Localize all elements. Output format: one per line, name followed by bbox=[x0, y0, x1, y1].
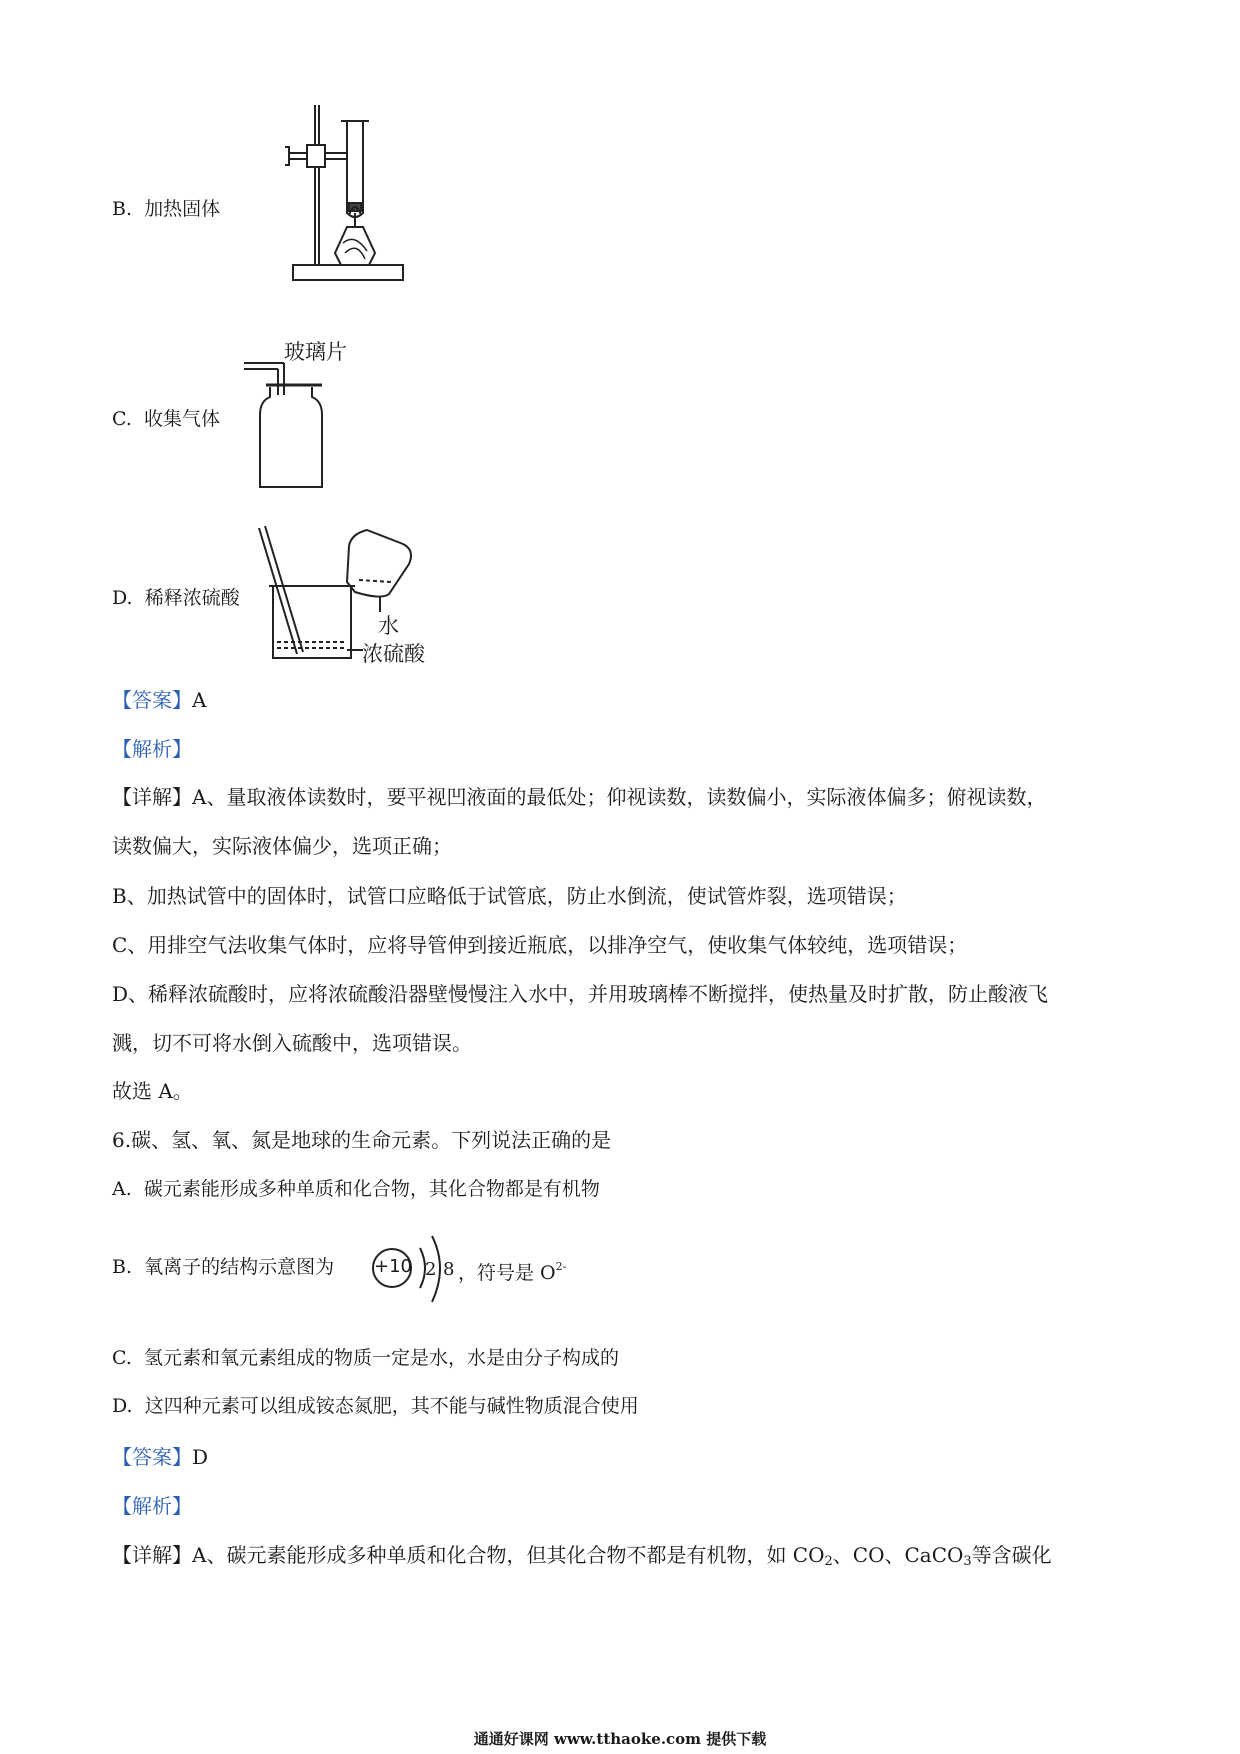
q6-detail-a bbox=[112, 1541, 1052, 1576]
detail-tag: 【详解】 bbox=[112, 1543, 192, 1567]
ion-charge-superscript: 2- bbox=[555, 1260, 567, 1273]
option-text: 碳元素能形成多种单质和化合物，其化合物都是有机物 bbox=[143, 1178, 600, 1200]
q6-option-b bbox=[112, 1253, 334, 1281]
option-letter: B. bbox=[112, 198, 133, 220]
option-text: 收集气体 bbox=[144, 408, 221, 430]
q6-option-d bbox=[112, 1392, 639, 1420]
answer-value: D bbox=[192, 1445, 209, 1469]
detail-text: 等含碳化 bbox=[971, 1543, 1052, 1567]
q6-stem: 6.碳、氢、氧、氮是地球的生命元素。下列说法正确的是 bbox=[112, 1128, 612, 1152]
q5-option-d bbox=[112, 584, 240, 612]
subscript: 3 bbox=[963, 1554, 972, 1569]
q5-option-b bbox=[112, 195, 220, 223]
option-letter: C. bbox=[112, 408, 132, 430]
option-text: 这四种元素可以组成铵态氮肥，其不能与碱性物质混合使用 bbox=[144, 1395, 639, 1417]
option-letter: D. bbox=[112, 587, 133, 609]
q5-detail-a-line1 bbox=[112, 783, 1046, 811]
option-text: ，符号是 O bbox=[458, 1262, 556, 1284]
detail-text: A、量取液体读数时，要平视凹液面的最低处；仰视读数，读数偏小，实际液体偏多；俯视读数， bbox=[192, 785, 1047, 809]
subscript: 2 bbox=[824, 1554, 833, 1569]
q5-option-c bbox=[112, 405, 220, 433]
q5-detail-d-line1: D、稀释浓硫酸时，应将浓硫酸沿器壁慢慢注入水中，并用玻璃棒不断搅拌，使热量及时扩散，防止酸液飞 bbox=[112, 982, 1049, 1006]
detail-text: 、CO、CaCO bbox=[832, 1543, 964, 1567]
shell1-electrons: 2 bbox=[425, 1259, 437, 1280]
q5-detail-b: B、加热试管中的固体时，试管口应略低于试管底，防止水倒流，使试管炸裂，选项错误； bbox=[112, 884, 907, 908]
water-label: 水 bbox=[378, 614, 399, 638]
page-footer: 通通好课网 www.tthaoke.com 提供下载 bbox=[473, 1730, 767, 1748]
option-letter: C. bbox=[112, 1347, 132, 1369]
option-text: 加热固体 bbox=[144, 198, 221, 220]
q6-option-b-tail bbox=[458, 1253, 566, 1287]
q5-analysis-tag: 【解析】 bbox=[112, 737, 192, 761]
q5-conclusion: 故选 A。 bbox=[112, 1079, 193, 1103]
gas-collection-bottle-diagram bbox=[244, 355, 344, 490]
option-text: 稀释浓硫酸 bbox=[144, 587, 240, 609]
glass-plate-label: 玻璃片 bbox=[284, 340, 347, 364]
detail-tag: 【详解】 bbox=[112, 785, 192, 809]
q6-option-a bbox=[112, 1175, 600, 1203]
q6-analysis-tag: 【解析】 bbox=[112, 1494, 192, 1518]
option-text: 氧离子的结构示意图为 bbox=[144, 1256, 335, 1278]
q5-detail-c: C、用排空气法收集气体时，应将导管伸到接近瓶底，以排净空气，使收集气体较纯，选项错误； bbox=[112, 933, 968, 957]
option-letter: B. bbox=[112, 1256, 133, 1278]
q6-answer bbox=[112, 1443, 208, 1471]
nucleus-charge: +10 bbox=[374, 1256, 412, 1277]
option-letter: D. bbox=[112, 1395, 133, 1417]
answer-tag: 【答案】 bbox=[112, 1445, 192, 1469]
shell2-electrons: 8 bbox=[443, 1259, 455, 1280]
detail-text: A、碳元素能形成多种单质和化合物，但其化合物不都是有机物，如 CO bbox=[192, 1543, 825, 1567]
option-letter: A. bbox=[112, 1178, 132, 1200]
heating-solid-apparatus-diagram bbox=[285, 103, 425, 285]
answer-value: A bbox=[192, 688, 207, 712]
answer-tag: 【答案】 bbox=[112, 688, 192, 712]
q5-answer bbox=[112, 686, 206, 714]
q5-detail-a-line2: 读数偏大，实际液体偏少，选项正确； bbox=[112, 834, 452, 858]
q5-detail-d-line2: 溅，切不可将水倒入硫酸中，选项错误。 bbox=[112, 1031, 472, 1055]
option-text: 氢元素和氧元素组成的物质一定是水，水是由分子构成的 bbox=[144, 1347, 620, 1369]
concentrated-acid-label: 浓硫酸 bbox=[362, 642, 425, 666]
q6-option-c bbox=[112, 1344, 619, 1372]
